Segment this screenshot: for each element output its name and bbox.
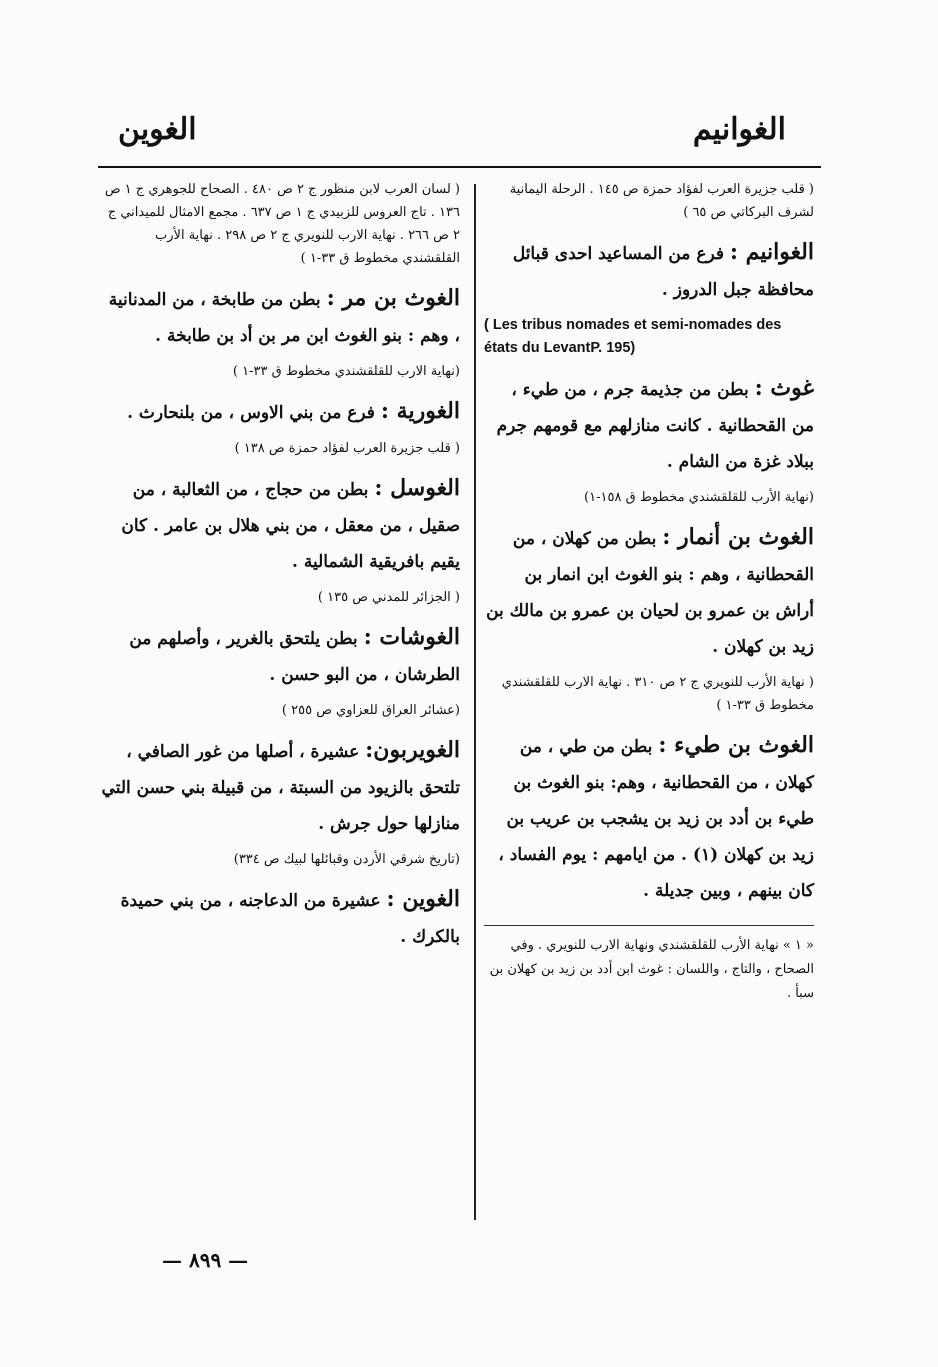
entry-headword: الغوشات : [363,624,460,650]
page-number: — ٨٩٩ — [162,1248,249,1272]
column-divider [474,184,476,1220]
entry [484,727,814,909]
entry [100,470,460,580]
source-citation: ( قلب جزيرة العرب لفؤاد حمزة ص ١٤٥ . الرحلة اليمانية لشرف البركاتي ص ٦٥ ) [509,182,814,220]
entry-headword: الغوث بن طيء : [658,732,814,758]
source-citation: (عشائر العراق للعزاوي ص ٢٥٥ ) [281,703,460,718]
entry [484,370,814,480]
right-column [484,178,814,1006]
header-rule [98,166,821,168]
entry-text: فرع من المساعيد احدى قبائل محافظة جبل الدروز . [512,244,814,300]
entry-headword: غوث : [754,375,814,401]
entry-text: بطن من كهلان ، من القحطانية ، وهم : بنو الغوث ابن انمار بن أراش بن عمرو بن لحيان بن عمرو بن مالك بن زيد بن كهلان . [486,529,814,657]
entry-text: بطن من حجاج ، من الثعالبة ، من صقيل ، من معقل ، من بني هلال بن عامر . كان يقيم بافريقية الشمالية . [121,480,460,572]
entry [100,732,460,842]
entry-headword: الغوث بن أنمار : [662,524,814,550]
entry-text: بطن من طي ، من كهلان ، من القحطانية ، وهم: بنو الغوث بن طيء بن أدد بن زيد بن يشجب بن عريب بن زيد بن كهلان (١) . من ايامهم : يوم الفساد ، كان بينهم ، وبين جديلة . [498,737,814,901]
entry-headword: الغوانيم : [729,239,814,265]
entry-text: بطن من طابخة ، من المدنانية ، وهم : بنو الغوث ابن مر بن أد بن طابخة . [108,290,460,346]
source-citation: (نهاية الارب للقلقشندي مخطوط ق ٣٣-١ ) [232,364,460,379]
entry [100,393,460,431]
entry-headword: الغوث بن مر : [326,285,460,311]
source-citation: (تاريخ شرقي الأردن وقبائلها لبيك ص ٣٣٤) [233,852,460,867]
entry [100,280,460,354]
entry [100,881,460,955]
entry-text: عشيرة ، أصلها من غور الصافي ، تلتحق بالزيود من السبتة ، من قبيلة بني حسن التي منازلها حول جرش . [101,742,460,834]
entry-text: بطن يلتحق بالغرير ، وأصلهم من الطرشان ، من البو حسن . [129,629,460,685]
entry [484,234,814,308]
source-citation: ( الجزائر للمدني ص ١٣٥ ) [317,590,460,605]
entry [484,519,814,665]
entry-text: بطن من جذيمة جرم ، من طيء ، من القحطانية . كانت منازلهم مع قومهم جرم ببلاد غزة من الشام . [496,380,814,472]
entry-headword: الغويربون: [365,737,460,763]
source-citation: (نهاية الأرب للقلقشندي مخطوط ق ١٥٨-١) [584,490,814,505]
running-head-left: الغوين [118,112,197,147]
footnote: « ١ » نهاية الأرب للقلقشندي ونهاية الارب للنويري . وفي الصحاح ، والتاج ، واللسان : غوث ابن أدد بن زيد بن كهلان بن سبأ . [489,938,814,1001]
source-citation: ( نهاية الأرب للنويري ج ٢ ص ٣١٠ . نهاية الارب للقلقشندي مخطوط ق ٣٣-١ ) [501,675,814,713]
running-head-right: الغوانيم [692,112,786,147]
entry-text: فرع من بني الاوس ، من بلنحارث . [127,403,375,423]
entry-text: عشيرة من الدعاجنه ، من بني حميدة بالكرك . [120,891,460,947]
entry [100,619,460,693]
latin-citation: ( Les tribus nomades et semi-nomades des états du LevantP. 195) [484,317,782,356]
footnote-rule [484,925,814,926]
entry-headword: الغوين : [386,886,460,912]
source-citation: ( قلب جزيرة العرب لفؤاد حمزة ص ١٣٨ ) [234,441,460,456]
left-column [100,178,460,961]
entry-headword: الغورية : [380,398,460,424]
entry-headword: الغوسل : [374,475,460,501]
source-citation: ( لسان العرب لابن منظور ج ٢ ص ٤٨٠ . الصحاح للجوهري ج ١ ص ١٣٦ . تاج العروس للزبيدي ج ١ ص ٦٣٧ . مجمع الامثال للميداني ج ٢ ص ٢٦٦ . نهاية الارب للنويري ج ٢ ص ٢٩٨ . نهاية الأرب القلقشندي مخطوط ق ٣٣-١ ) [104,182,460,266]
